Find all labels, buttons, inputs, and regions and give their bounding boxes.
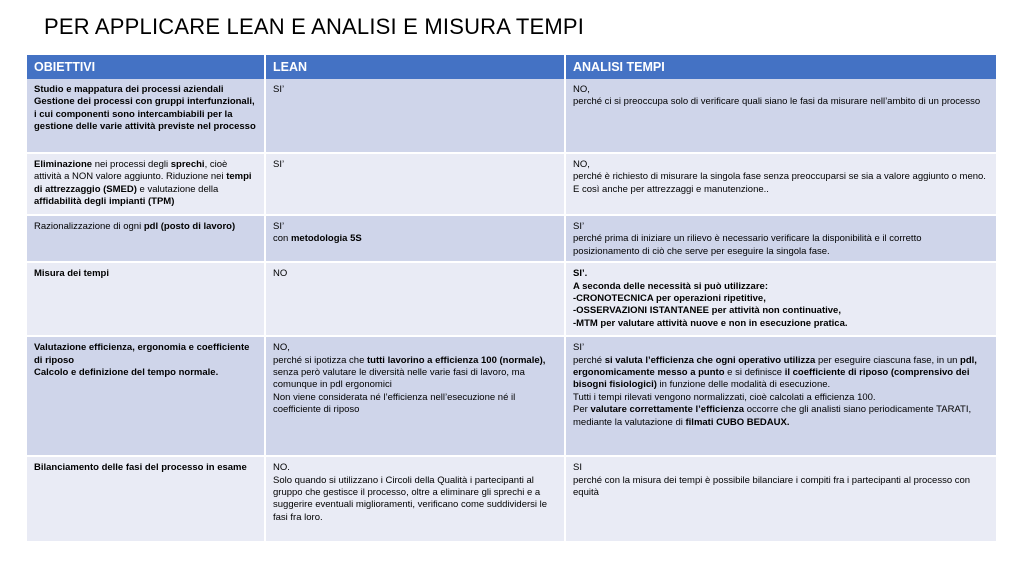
text-run: Tutti i tempi rilevati vengono normalizzati, cioè calcolati a efficienza 100. xyxy=(573,391,876,403)
cell-paragraph xyxy=(573,305,989,317)
text-run: il coefficiente di riposo (comprensivo dei bisogni fisiologici) xyxy=(573,367,970,391)
cell-paragraph xyxy=(573,96,989,108)
text-run: Bilanciamento delle fasi del processo in esame xyxy=(34,462,247,474)
text-run: perché è richiesto di misurare la singola fase senza preoccuparsi se sia a valore aggiunto o meno. E così anche per attrezzaggi e manutenzione.. xyxy=(573,171,986,195)
text-run: SI xyxy=(573,462,582,474)
text-run: NO, xyxy=(273,342,290,354)
text-run: Per xyxy=(573,404,591,416)
text-run: valutare correttamente l’efficienza xyxy=(590,404,745,416)
cell-lean xyxy=(265,215,565,262)
cell-paragraph xyxy=(273,355,557,392)
cell-paragraph xyxy=(573,233,989,258)
text-run: Misura dei tempi xyxy=(34,268,109,280)
cell-paragraph xyxy=(34,221,257,233)
text-run: Calcolo e definizione del tempo normale. xyxy=(34,367,219,379)
cell-obiettivi xyxy=(27,456,265,542)
cell-analisi-tempi xyxy=(565,456,997,542)
text-run: -CRONOTECNICA per operazioni ripetitive, xyxy=(573,293,766,305)
table-row xyxy=(27,153,997,215)
text-run: Gestione dei processi con gruppi interfunzionali, i cui componenti sono intercambiabili per la gestione delle varie attività previste nel processo xyxy=(34,96,256,133)
text-run: Valutazione efficienza, ergonomia e coefficiente di riposo xyxy=(34,342,250,366)
cell-paragraph xyxy=(34,268,257,280)
text-run: tempi di attrezzaggio (SMED) xyxy=(34,171,252,195)
text-run: NO, xyxy=(573,84,590,95)
cell-analisi-tempi xyxy=(565,215,997,262)
slide-title: PER APPLICARE LEAN E ANALISI E MISURA TEMPI xyxy=(44,14,585,39)
cell-paragraph xyxy=(573,281,989,293)
cell-paragraph xyxy=(573,462,989,474)
cell-paragraph xyxy=(273,221,557,233)
cell-paragraph xyxy=(273,392,557,417)
cell-paragraph xyxy=(573,342,989,354)
text-run: si valuta l’efficienza che ogni operativo utilizza xyxy=(604,354,816,366)
cell-paragraph xyxy=(34,367,257,379)
cell-analisi-tempi xyxy=(565,262,997,336)
text-run: Solo quando si utilizzano i Circoli della Qualità i partecipanti al gruppo che gestisce il processo, oltre a eliminare gli sprechi e a suggerire eventuali miglioramenti, verificano come suddividersi le fasi fra loro. xyxy=(273,474,548,523)
cell-analisi-tempi xyxy=(565,336,997,456)
cell-paragraph xyxy=(573,404,989,429)
header-analisi-tempi: ANALISI TEMPI xyxy=(565,55,997,79)
text-run: Eliminazione xyxy=(34,159,93,170)
cell-paragraph xyxy=(573,392,989,404)
cell-obiettivi xyxy=(27,79,265,153)
header-obiettivi: OBIETTIVI xyxy=(27,55,265,79)
cell-paragraph xyxy=(273,342,557,354)
text-run: tutti lavorino a efficienza 100 (normale), xyxy=(367,354,546,366)
text-run: sprechi xyxy=(170,159,205,170)
table-header-row xyxy=(27,55,997,79)
cell-paragraph xyxy=(573,171,989,196)
text-run: perché xyxy=(573,354,605,366)
comparison-table xyxy=(27,55,998,543)
table-row xyxy=(27,262,997,336)
cell-paragraph xyxy=(573,318,989,330)
cell-obiettivi xyxy=(27,215,265,262)
cell-paragraph xyxy=(573,293,989,305)
text-run: nei processi degli xyxy=(92,159,171,170)
text-run: occorre che gli analisti siano periodicamente TARATI, mediante la valutazione di xyxy=(573,404,972,428)
text-run: SI’ xyxy=(273,84,285,95)
cell-lean xyxy=(265,336,565,456)
cell-paragraph xyxy=(273,268,557,280)
text-run: e valutazione della xyxy=(136,183,219,195)
text-run: -MTM per valutare attività nuove e non in esecuzione pratica. xyxy=(573,317,848,329)
text-run: NO, xyxy=(573,159,590,170)
text-run: NO xyxy=(273,268,288,280)
text-run: e si definisce xyxy=(724,367,785,379)
text-run: A seconda delle necessità si può utilizzare: xyxy=(573,280,768,292)
cell-paragraph xyxy=(573,268,989,280)
text-run: SI’ xyxy=(573,221,585,232)
cell-obiettivi xyxy=(27,262,265,336)
cell-paragraph xyxy=(573,84,989,96)
header-lean: LEAN xyxy=(265,55,565,79)
cell-paragraph xyxy=(573,221,989,233)
text-run: SI’ xyxy=(573,342,585,354)
cell-paragraph xyxy=(34,462,257,474)
text-run: Razionalizzazione di ogni xyxy=(34,221,144,232)
table-row xyxy=(27,79,997,153)
cell-paragraph xyxy=(273,462,557,474)
text-run: Studio e mappatura dei processi aziendali xyxy=(34,84,224,95)
table-row xyxy=(27,215,997,262)
cell-lean xyxy=(265,262,565,336)
text-run: SI’ xyxy=(273,159,285,170)
cell-paragraph xyxy=(34,159,257,209)
cell-paragraph xyxy=(34,342,257,367)
cell-paragraph xyxy=(273,84,557,96)
text-run: SI’ xyxy=(273,221,285,232)
text-run: senza però valutare le diversità nelle varie fasi di lavoro, ma comunque in pdl ergonomici xyxy=(273,367,525,391)
text-run: -OSSERVAZIONI ISTANTANEE per attività non continuative, xyxy=(573,305,841,317)
text-run: in funzione delle modalità di esecuzione. xyxy=(656,379,831,391)
text-run: pdl, ergonomicamente messo a punto xyxy=(573,354,977,379)
cell-lean xyxy=(265,456,565,542)
text-run: affidabilità degli impianti (TPM) xyxy=(34,196,175,208)
cell-lean xyxy=(265,79,565,153)
table-row xyxy=(27,456,997,542)
text-run: per eseguire ciascuna fase, in un xyxy=(815,354,961,366)
text-run: Non viene considerata né l’efficienza nell’esecuzione né il coefficiente di riposo xyxy=(273,391,516,416)
cell-paragraph xyxy=(273,233,557,245)
cell-paragraph xyxy=(34,84,257,96)
text-run: perché ci si preoccupa solo di verificare quali siano le fasi da misurare nell’ambito di un processo xyxy=(573,96,981,108)
cell-paragraph xyxy=(34,96,257,133)
cell-lean xyxy=(265,153,565,215)
cell-paragraph xyxy=(273,475,557,525)
cell-paragraph xyxy=(573,475,989,500)
text-run: , cioè attività a NON valore aggiunto. Riduzione nei xyxy=(34,159,228,183)
cell-analisi-tempi xyxy=(565,79,997,153)
cell-paragraph xyxy=(573,159,989,171)
text-run: metodologia 5S xyxy=(290,233,362,245)
cell-paragraph xyxy=(273,159,557,171)
text-run: NO. xyxy=(273,462,290,474)
text-run: pdl (posto di lavoro) xyxy=(143,221,236,232)
text-run: con xyxy=(273,233,291,245)
cell-obiettivi xyxy=(27,153,265,215)
table-row xyxy=(27,336,997,456)
text-run: perché con la misura dei tempi è possibile bilanciare i compiti fra i partecipanti al processo con equità xyxy=(573,474,971,499)
text-run: perché prima di iniziare un rilievo è necessario verificare la disponibilità e il corretto posizionamento di ciò che serve per eseguire la singola fase. xyxy=(573,233,922,257)
cell-analisi-tempi xyxy=(565,153,997,215)
text-run: filmati CUBO BEDAUX. xyxy=(685,416,790,428)
cell-paragraph xyxy=(573,355,989,392)
cell-obiettivi xyxy=(27,336,265,456)
text-run: perché si ipotizza che xyxy=(273,354,367,366)
text-run: SI’. xyxy=(573,268,588,280)
